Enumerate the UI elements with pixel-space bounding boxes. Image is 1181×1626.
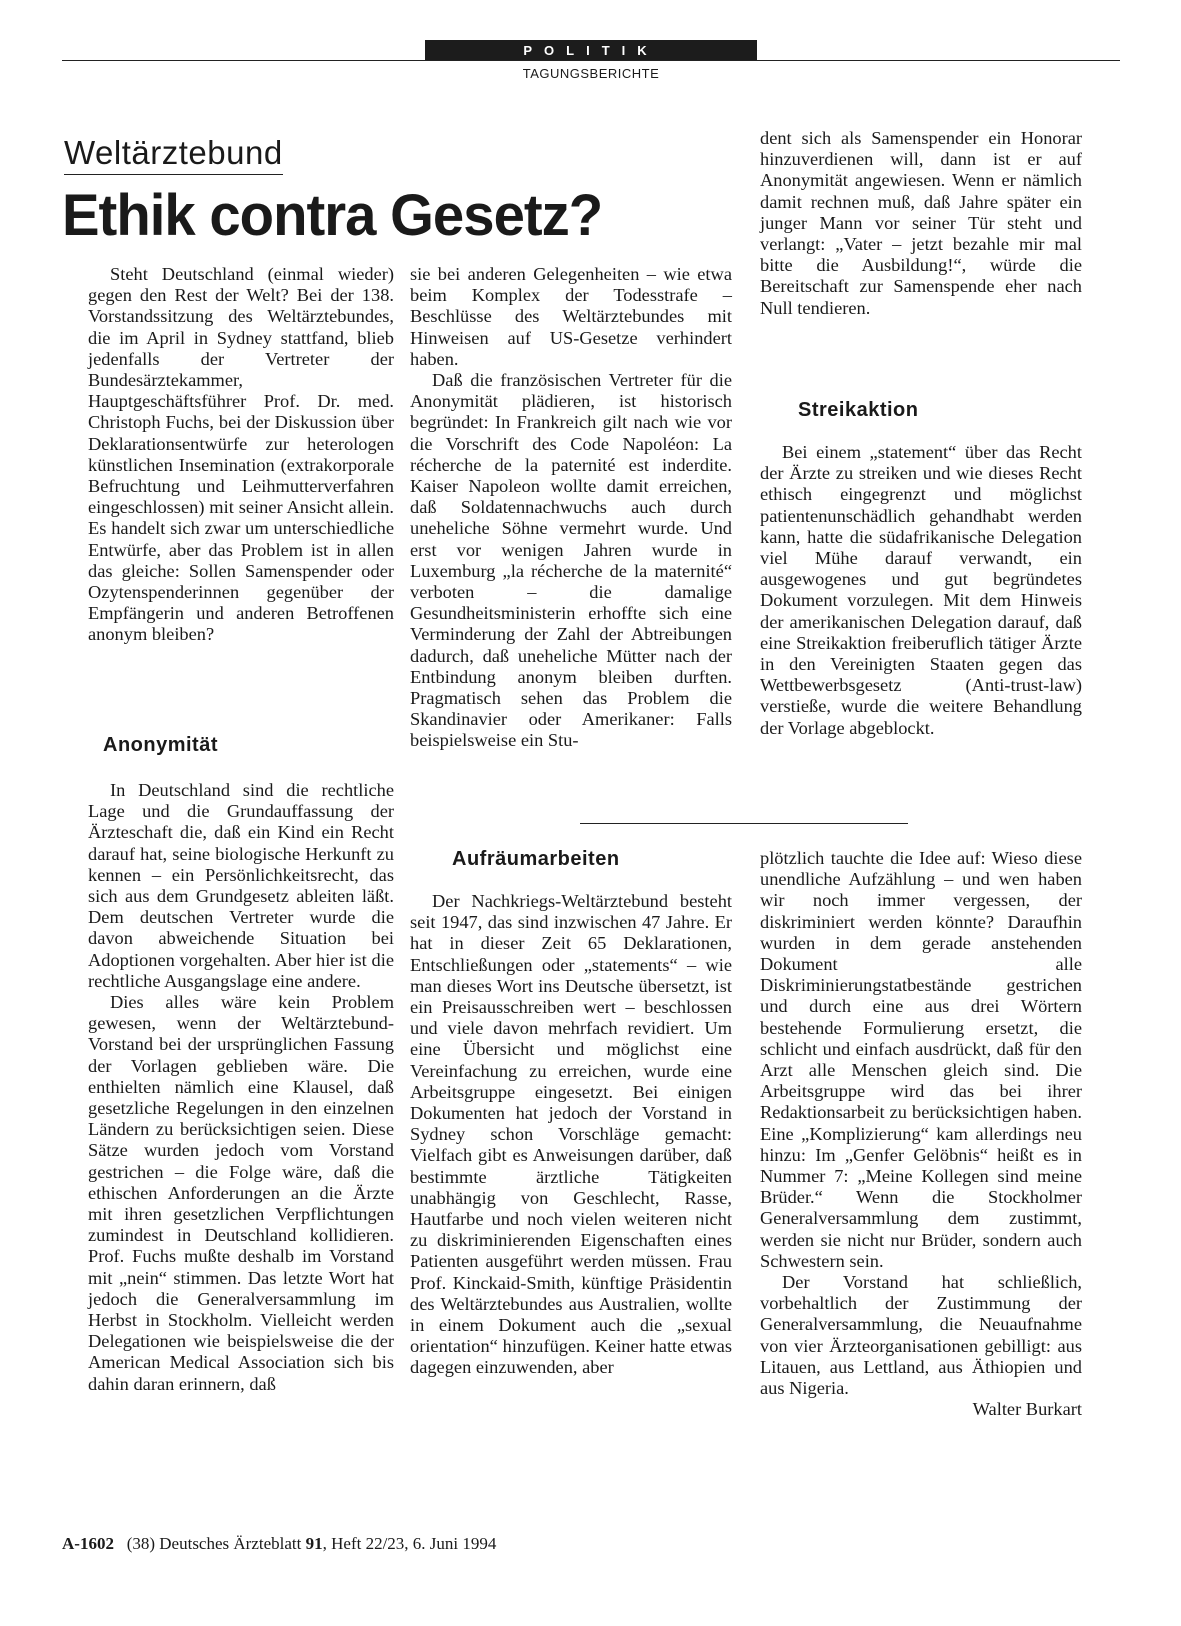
footer-volume: 91 [305, 1534, 323, 1553]
column-3c [760, 848, 1082, 1420]
column-1b [88, 780, 394, 1395]
paragraph: Daß die französischen Vertreter für die Anonymität plädieren, ist historisch begründet: In Frankreich gilt nach wie vor die Vorschrift des Code Napoléon: La récherche de la paternité est inderdite. Kaiser Napoleon wollte damit erreichen, daß Soldatennachwuchs auch durch uneheliche Söhne vermehrt wurde. Und erst vor wenigen Jahren wurde in Luxemburg „la récherche de la maternité“ verboten – die damalige Gesundheitsministerin erhoffte sich eine Verminderung der Zahl der Abtreibungen dadurch, daß uneheliche Mütter nach der Entbindung anonym bleiben durften. Pragmatisch sehen das Problem die Skandinavier oder Amerikaner: Falls beispielsweise ein Stu- [410, 370, 732, 751]
column-2 [410, 264, 732, 752]
headline: Ethik contra Gesetz? [62, 183, 603, 248]
paragraph: Bei einem „statement“ über das Recht der Ärzte zu streiken und wie dieses Recht ethisch eingegrenzt und möglichst patientenunschädlich gehandhabt werden kann, hatte die südafrikanische Delegation viel Mühe darauf verwandt, ein ausgewogenes und gut begründetes Dokument vorzulegen. Mit dem Hinweis der amerikanischen Delegation darauf, daß eine Streikaktion freiberuflich tätiger Ärzte in den Vereinigten Staaten gegen das Wettbewerbsgesetz (Anti-trust-law) verstieße, wurde die weitere Behandlung der Vorlage abgeblockt. [760, 442, 1082, 738]
author: Walter Burkart [972, 1399, 1082, 1420]
column-3 [760, 128, 1082, 319]
column-2b [410, 891, 732, 1379]
footer-publication: (38) Deutsches Ärzteblatt [126, 1534, 302, 1553]
paragraph: Steht Deutschland (einmal wieder) gegen den Rest der Welt? Bei der 138. Vorstandssitzung des Weltärztebundes, die im April in Sydney stattfand, blieb jedenfalls der Vertreter der Bundesärztekammer, Hauptgeschäftsführer Prof. Dr. med. Christoph Fuchs, bei der Diskussion über Deklarationsentwürfe zur heterologen künstlichen Insemination (extrakorporale Befruchtung und Leihmutterverfahren eingeschlossen) mit seiner Ansicht allein. Es handelt sich zwar um unterschiedliche Entwürfe, aber das Problem ist in allen das gleiche: Sollen Samenspender oder Ozytenspenderinnen gegenüber der Empfängerin und anderen Betroffenen anonym bleiben? [88, 264, 394, 645]
paragraph: In Deutschland sind die rechtliche Lage und die Grundauffassung der Ärzteschaft die, daß ein Kind ein Recht darauf hat, seine biologische Herkunft zu kennen – ein Persönlichkeitsrecht, das sich aus dem Grundgesetz ableiten läßt. Dem deutschen Vertreter wurde die davon abweichende Situation bei Adoptionen vorgehalten. Aber hier ist die rechtliche Ausgangslage eine andere. [88, 780, 394, 991]
footer-issue: , Heft 22/23, 6. Juni 1994 [322, 1534, 497, 1553]
header-rule [62, 60, 1120, 61]
subsection-label: TAGUNGSBERICHTE [522, 66, 660, 81]
subhead-anonymitaet: Anonymität [103, 734, 218, 756]
section-divider [580, 823, 908, 824]
subhead-streikaktion: Streikaktion [798, 399, 919, 421]
page-number: A-1602 [62, 1534, 114, 1553]
paragraph: Der Nachkriegs-Weltärztebund besteht seit 1947, das sind inzwischen 47 Jahre. Er hat in dieser Zeit 65 Deklarationen, Entschließungen oder „statements“ – wie man dieses Wort ins Deutsche übersetzt, ist ein Preisausschreiben wert – beschlossen und viele davon mehrfach revidiert. Um eine Übersicht und möglichst eine Vereinfachung zu erreichen, wurde eine Arbeitsgruppe eingesetzt. Bei einigen Dokumenten hat jedoch der Vorstand in Sydney schon Vorschläge gemacht: Vielfach gibt es Anweisungen darüber, daß bestimmte ärztliche Tätigkeiten unabhängig von Geschlecht, Rasse, Hautfarbe und noch vielen weiteren nicht zu diskriminierenden Eigenschaften eines Patienten ausgeführt werden müssen. Frau Prof. Kinckaid-Smith, künftige Präsidentin des Weltärztebundes aus Australien, wollte in einem Dokument auch die „sexual orientation“ hinzufügen. Keiner hatte etwas dagegen einzuwenden, aber [410, 891, 732, 1378]
paragraph: Dies alles wäre kein Problem gewesen, wenn der Weltärztebund-Vorstand bei der ursprünglichen Fassung der Vorlagen geblieben wäre. Die enthielten nämlich eine Klausel, daß gesetzliche Regelungen in den einzelnen Ländern zu berücksichtigen seien. Diese Sätze wurden jedoch vom Vorstand gestrichen – die Folge wäre, daß die ethischen Anforderungen an die Ärzte mit ihren gesetzlichen Verpflichtungen zumindest in Deutschland kollidieren. Prof. Fuchs mußte deshalb im Vorstand mit „nein“ stimmen. Das letzte Wort hat jedoch die Generalversammlung im Herbst in Stockholm. Vielleicht werden Delegationen wie beispielsweise die der American Medical Association sich bis dahin daran erinnern, daß [88, 992, 394, 1394]
paragraph: plötzlich tauchte die Idee auf: Wieso diese unendliche Aufzählung – und wen haben wir noch immer vergessen, der diskriminiert werden könnte? Daraufhin wurden in dem gerade anstehenden Dokument alle Diskriminierungstatbestände gestrichen und durch eine aus drei Wörtern bestehende Formulierung ersetzt, die schlicht und einfach ausdrückt, daß für den Arzt alle Menschen gleich sind. Die Arbeitsgruppe wird das bei ihrer Redaktionsarbeit zu berücksichtigen haben. Eine „Komplizierung“ kam allerdings neu hinzu: Im „Genfer Gelöbnis“ heißt es in Nummer 7: „Meine Kollegen sind meine Brüder.“ Wenn die Stockholmer Generalversammlung dem zustimmt, werden sie nicht nur Brüder, sondern auch Schwestern sein. [760, 848, 1082, 1271]
column-3b [760, 442, 1082, 739]
page-footer [62, 1534, 496, 1554]
paragraph: Der Vorstand hat schließlich, vorbehaltlich der Zustimmung der Generalversammlung, die Neuaufnahme von vier Ärzteorganisationen gebilligt: aus Litauen, aus Lettland, aus Äthiopien und aus Nigeria. [760, 1272, 1082, 1399]
column-1 [88, 264, 394, 646]
paragraph: sie bei anderen Gelegenheiten – wie etwa beim Komplex der Todesstrafe – Beschlüsse des Weltärztebundes mit Hinweisen auf US-Gesetze verhindert haben. [410, 264, 732, 369]
kicker: Weltärztebund [64, 134, 283, 175]
subhead-aufraeumarbeiten: Aufräumarbeiten [452, 848, 620, 870]
paragraph: dent sich als Samenspender ein Honorar hinzuverdienen will, dann ist er auf Anonymität angewiesen. Wenn er nämlich damit rechnen muß, daß Jahre später ein junger Mann vor seiner Tür steht und verlangt: „Vater – jetzt bezahle mir mal bitte die Ausbildung!“, würde die Bereitschaft zur Samenspende eher nach Null tendieren. [760, 128, 1082, 318]
section-label: POLITIK [425, 40, 757, 61]
